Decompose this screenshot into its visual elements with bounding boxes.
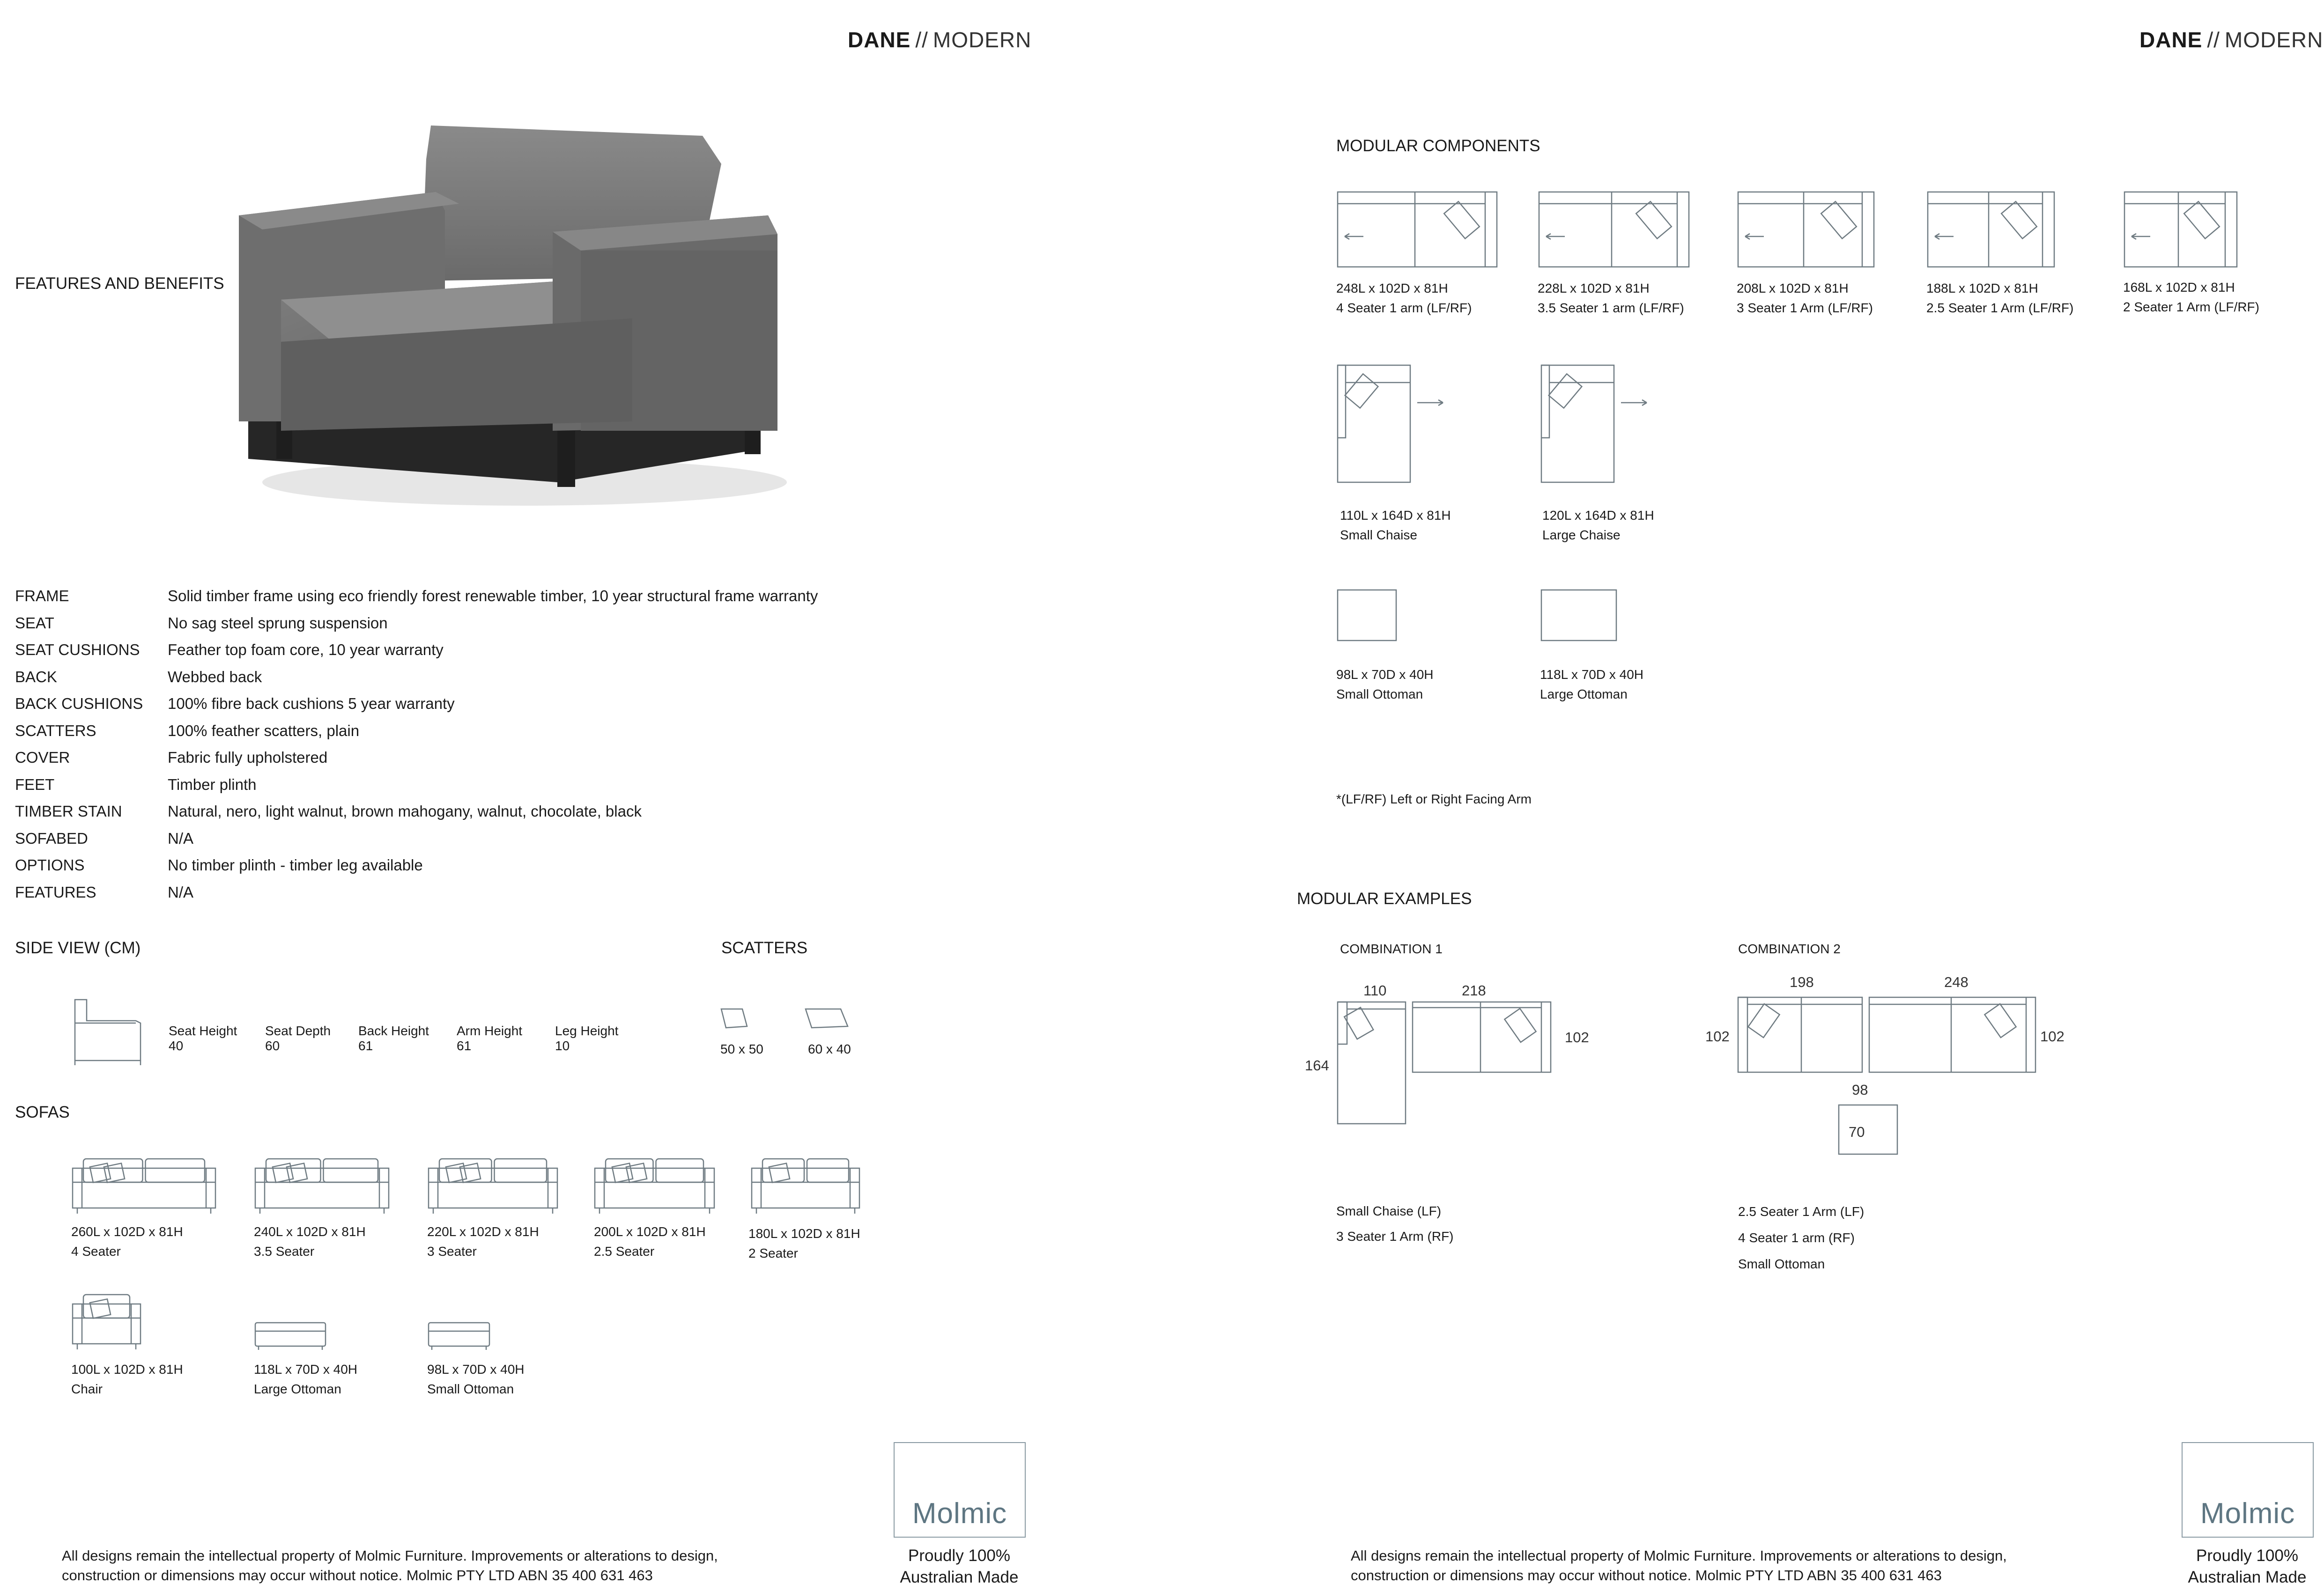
module-caption [1737, 279, 1873, 318]
sofa-name: 2 Seater [748, 1246, 798, 1260]
copyright-notice-right [1351, 1546, 2007, 1585]
comb2-line-2: 4 Seater 1 arm (RF) [1738, 1230, 1855, 1245]
feature-label: FEATURES [15, 883, 96, 901]
module-ottoman-drawing [1539, 588, 1619, 644]
copyright-line-1: All designs remain the intellectual property of Molmic Furniture. Improvements or alterations to design, [62, 1547, 718, 1564]
proudly-australian-right [2172, 1545, 2322, 1588]
feature-value: 100% fibre back cushions 5 year warranty [168, 695, 455, 712]
feature-label: SEAT CUSHIONS [15, 641, 140, 658]
sofas-title: SOFAS [15, 1103, 70, 1121]
side-measure-label: Seat Depth [265, 1024, 331, 1038]
sofa-name: Small Ottoman [427, 1382, 514, 1396]
combination-2-title: COMBINATION 2 [1738, 942, 1841, 956]
brand-name: DANE [848, 28, 911, 52]
side-measure [457, 1024, 522, 1053]
side-measure-label: Back Height [358, 1024, 429, 1038]
brand-header-right [2139, 27, 2323, 52]
module-dims: 98L x 70D x 40H [1336, 667, 1434, 682]
comb2-dim-d: 102 [2040, 1028, 2065, 1045]
feature-value: No sag steel sprung suspension [168, 614, 388, 632]
comb1-dim-b: 218 [1462, 982, 1486, 999]
scatter-square-icon [719, 1007, 752, 1030]
sofa-dims: 220L x 102D x 81H [427, 1224, 539, 1239]
comb1-line-1: Small Chaise (LF) [1336, 1204, 1442, 1218]
logo-text: Molmic [912, 1497, 1007, 1530]
sofa-name: 3 Seater [427, 1244, 477, 1259]
combination-2-diagram [1736, 993, 2040, 1161]
sofa-name: 4 Seater [71, 1244, 121, 1259]
sofa-dims: 260L x 102D x 81H [71, 1224, 183, 1239]
right-page [1162, 0, 2324, 1591]
comb1-dim-c: 102 [1565, 1029, 1589, 1046]
module-name: Large Chaise [1542, 528, 1621, 542]
module-dims: 248L x 102D x 81H [1336, 281, 1448, 295]
side-measure-value: 60 [265, 1039, 280, 1053]
feature-label: BACK [15, 668, 57, 685]
proudly-right-line-1: Proudly 100% [2196, 1547, 2298, 1565]
module-line-drawing [1537, 190, 1696, 274]
module-name: 2 Seater 1 Arm (LF/RF) [2123, 300, 2259, 314]
arrow-right-icon [1619, 396, 1651, 410]
module-dims: 110L x 164D x 81H [1340, 508, 1451, 523]
side-measure-label: Leg Height [555, 1024, 619, 1038]
sofa-caption [427, 1222, 539, 1261]
module-ottoman-drawing [1335, 588, 1399, 644]
sofa-caption [71, 1360, 183, 1399]
logo-text-right: Molmic [2200, 1497, 2295, 1530]
sofa-dims: 98L x 70D x 40H [427, 1362, 525, 1377]
combination-2-list [1738, 1199, 1864, 1277]
side-view-title: SIDE VIEW (CM) [15, 939, 141, 957]
modular-examples-title: MODULAR EXAMPLES [1297, 890, 1472, 908]
feature-label: FEET [15, 775, 55, 793]
module-name: Small Chaise [1340, 528, 1417, 542]
feature-value: Timber plinth [168, 775, 257, 793]
brand-name-right: DANE [2139, 28, 2203, 52]
copyright-line-2: construction or dimensions may occur without notice. Molmic PTY LTD ABN 35 400 631 463 [62, 1567, 653, 1584]
brand-style-right: MODERN [2224, 28, 2324, 52]
side-measure-value: 61 [457, 1039, 472, 1053]
feature-value: Webbed back [168, 668, 262, 685]
module-name: 4 Seater 1 arm (LF/RF) [1336, 301, 1472, 315]
module-dims: 208L x 102D x 81H [1737, 281, 1849, 295]
comb2-line-3: Small Ottoman [1738, 1257, 1825, 1271]
sofa-caption [748, 1224, 860, 1263]
feature-value: N/A [168, 883, 194, 901]
scatter-size-1: 50 x 50 [720, 1042, 763, 1056]
feature-label: TIMBER STAIN [15, 803, 122, 820]
sofa-caption [427, 1360, 525, 1399]
module-caption [1340, 506, 1451, 545]
combination-1-list [1336, 1199, 1454, 1249]
sofa-name: 2.5 Seater [594, 1244, 655, 1259]
sofa-dims: 180L x 102D x 81H [748, 1226, 860, 1241]
module-caption [1538, 279, 1684, 318]
scatter-rect-icon [803, 1007, 855, 1030]
sofa-line-drawing [749, 1156, 864, 1217]
armchair-product-image [225, 122, 801, 524]
side-measure [265, 1024, 331, 1053]
comb1-dim-d: 164 [1305, 1057, 1329, 1074]
proudly-line-2: Australian Made [900, 1568, 1019, 1586]
chaise-line-drawing [1539, 363, 1619, 485]
side-measure [555, 1024, 618, 1053]
module-line-drawing [1736, 190, 1881, 274]
molmic-logo-right [2182, 1442, 2314, 1538]
module-caption [1542, 506, 1654, 545]
feature-label: SEAT [15, 614, 54, 632]
feature-label: OPTIONS [15, 856, 85, 874]
feature-value: Natural, nero, light walnut, brown mahogany, walnut, chocolate, black [168, 803, 642, 820]
module-caption [1336, 279, 1472, 318]
comb2-line-1: 2.5 Seater 1 Arm (LF) [1738, 1204, 1865, 1219]
comb2-dim-c: 102 [1705, 1028, 1730, 1045]
proudly-line-1: Proudly 100% [908, 1547, 1010, 1565]
module-line-drawing [1335, 190, 1504, 274]
feature-label: BACK CUSHIONS [15, 695, 143, 712]
sofa-caption [594, 1222, 706, 1261]
comb1-dim-a: 110 [1363, 982, 1387, 999]
module-caption [1540, 665, 1643, 704]
module-line-drawing [2122, 190, 2244, 274]
modular-components-title: MODULAR COMPONENTS [1336, 137, 1540, 155]
arrow-right-icon [1415, 396, 1448, 410]
module-name: 2.5 Seater 1 Arm (LF/RF) [1926, 301, 2074, 315]
sofa-dims: 240L x 102D x 81H [254, 1224, 366, 1239]
comb2-dim-e: 98 [1852, 1082, 1868, 1098]
side-view-icon [66, 995, 145, 1065]
sofa-line-drawing [426, 1156, 562, 1217]
feature-label: COVER [15, 749, 70, 766]
copyright-right-line-2: construction or dimensions may occur without notice. Molmic PTY LTD ABN 35 400 631 463 [1351, 1567, 1942, 1584]
sofa-line-drawing [70, 1156, 220, 1217]
scatter-size-2: 60 x 40 [808, 1042, 851, 1056]
proudly-australian [884, 1545, 1034, 1588]
side-measure-value: 61 [358, 1039, 373, 1053]
brand-separator: // [915, 28, 928, 52]
sofa-caption [254, 1222, 366, 1261]
module-caption [2123, 278, 2259, 317]
module-name: Large Ottoman [1540, 687, 1628, 701]
feature-value: Solid timber frame using eco friendly forest renewable timber, 10 year structural frame warranty [168, 587, 818, 604]
feature-value: Feather top foam core, 10 year warranty [168, 641, 444, 658]
chaise-line-drawing [1335, 363, 1415, 485]
feature-value: No timber plinth - timber leg available [168, 856, 423, 874]
module-name: Small Ottoman [1336, 687, 1423, 701]
module-caption [1336, 665, 1434, 704]
features-title: FEATURES AND BENEFITS [15, 274, 224, 293]
module-dims: 120L x 164D x 81H [1542, 508, 1654, 523]
module-dims: 228L x 102D x 81H [1538, 281, 1650, 295]
sofa-name: Chair [71, 1382, 103, 1396]
sofa-name: 3.5 Seater [254, 1244, 315, 1259]
scatters-title: SCATTERS [721, 939, 808, 957]
sofa-dims: 100L x 102D x 81H [71, 1362, 183, 1377]
feature-label: FRAME [15, 587, 69, 604]
sofa-line-drawing [592, 1156, 719, 1217]
sofa-name: Large Ottoman [254, 1382, 341, 1396]
feature-label: SCATTERS [15, 722, 96, 739]
module-dims: 168L x 102D x 81H [2123, 280, 2235, 295]
ottoman-line-drawing [253, 1318, 328, 1351]
sofa-dims: 118L x 70D x 40H [254, 1362, 358, 1377]
feature-value: 100% feather scatters, plain [168, 722, 360, 739]
side-measure [169, 1024, 237, 1053]
feature-value: N/A [168, 829, 194, 847]
side-measure-label: Seat Height [169, 1024, 237, 1038]
copyright-right-line-1: All designs remain the intellectual property of Molmic Furniture. Improvements or alterations to design, [1351, 1547, 2007, 1564]
module-name: 3.5 Seater 1 arm (LF/RF) [1538, 301, 1684, 315]
combination-1-diagram [1335, 997, 1555, 1128]
sofa-caption [254, 1360, 357, 1399]
module-line-drawing [1925, 190, 2061, 274]
side-measure [358, 1024, 429, 1053]
feature-label: SOFABED [15, 829, 88, 847]
sofa-line-drawing [70, 1292, 145, 1353]
side-measure-label: Arm Height [457, 1024, 523, 1038]
molmic-logo [894, 1442, 1026, 1538]
comb2-dim-f: 70 [1849, 1124, 1865, 1140]
module-dims: 188L x 102D x 81H [1926, 281, 2038, 295]
brand-separator-right: // [2207, 28, 2220, 52]
module-caption [1926, 279, 2073, 318]
copyright-notice [62, 1546, 718, 1585]
module-name: 3 Seater 1 Arm (LF/RF) [1737, 301, 1873, 315]
lf-rf-note: *(LF/RF) Left or Right Facing Arm [1336, 792, 1532, 806]
combination-1-title: COMBINATION 1 [1340, 942, 1443, 956]
side-measure-value: 10 [555, 1039, 570, 1053]
proudly-right-line-2: Australian Made [2188, 1568, 2307, 1586]
comb2-dim-a: 198 [1790, 974, 1814, 990]
ottoman-line-drawing [426, 1318, 492, 1351]
module-dims: 118L x 70D x 40H [1540, 667, 1644, 682]
comb1-line-2: 3 Seater 1 Arm (RF) [1336, 1229, 1454, 1244]
brand-header [848, 27, 1031, 52]
comb2-dim-b: 248 [1944, 974, 1969, 990]
sofa-line-drawing [253, 1156, 393, 1217]
sofa-caption [71, 1222, 183, 1261]
sofa-dims: 200L x 102D x 81H [594, 1224, 706, 1239]
feature-value: Fabric fully upholstered [168, 749, 328, 766]
brand-style: MODERN [933, 28, 1032, 52]
side-measure-value: 40 [169, 1039, 184, 1053]
